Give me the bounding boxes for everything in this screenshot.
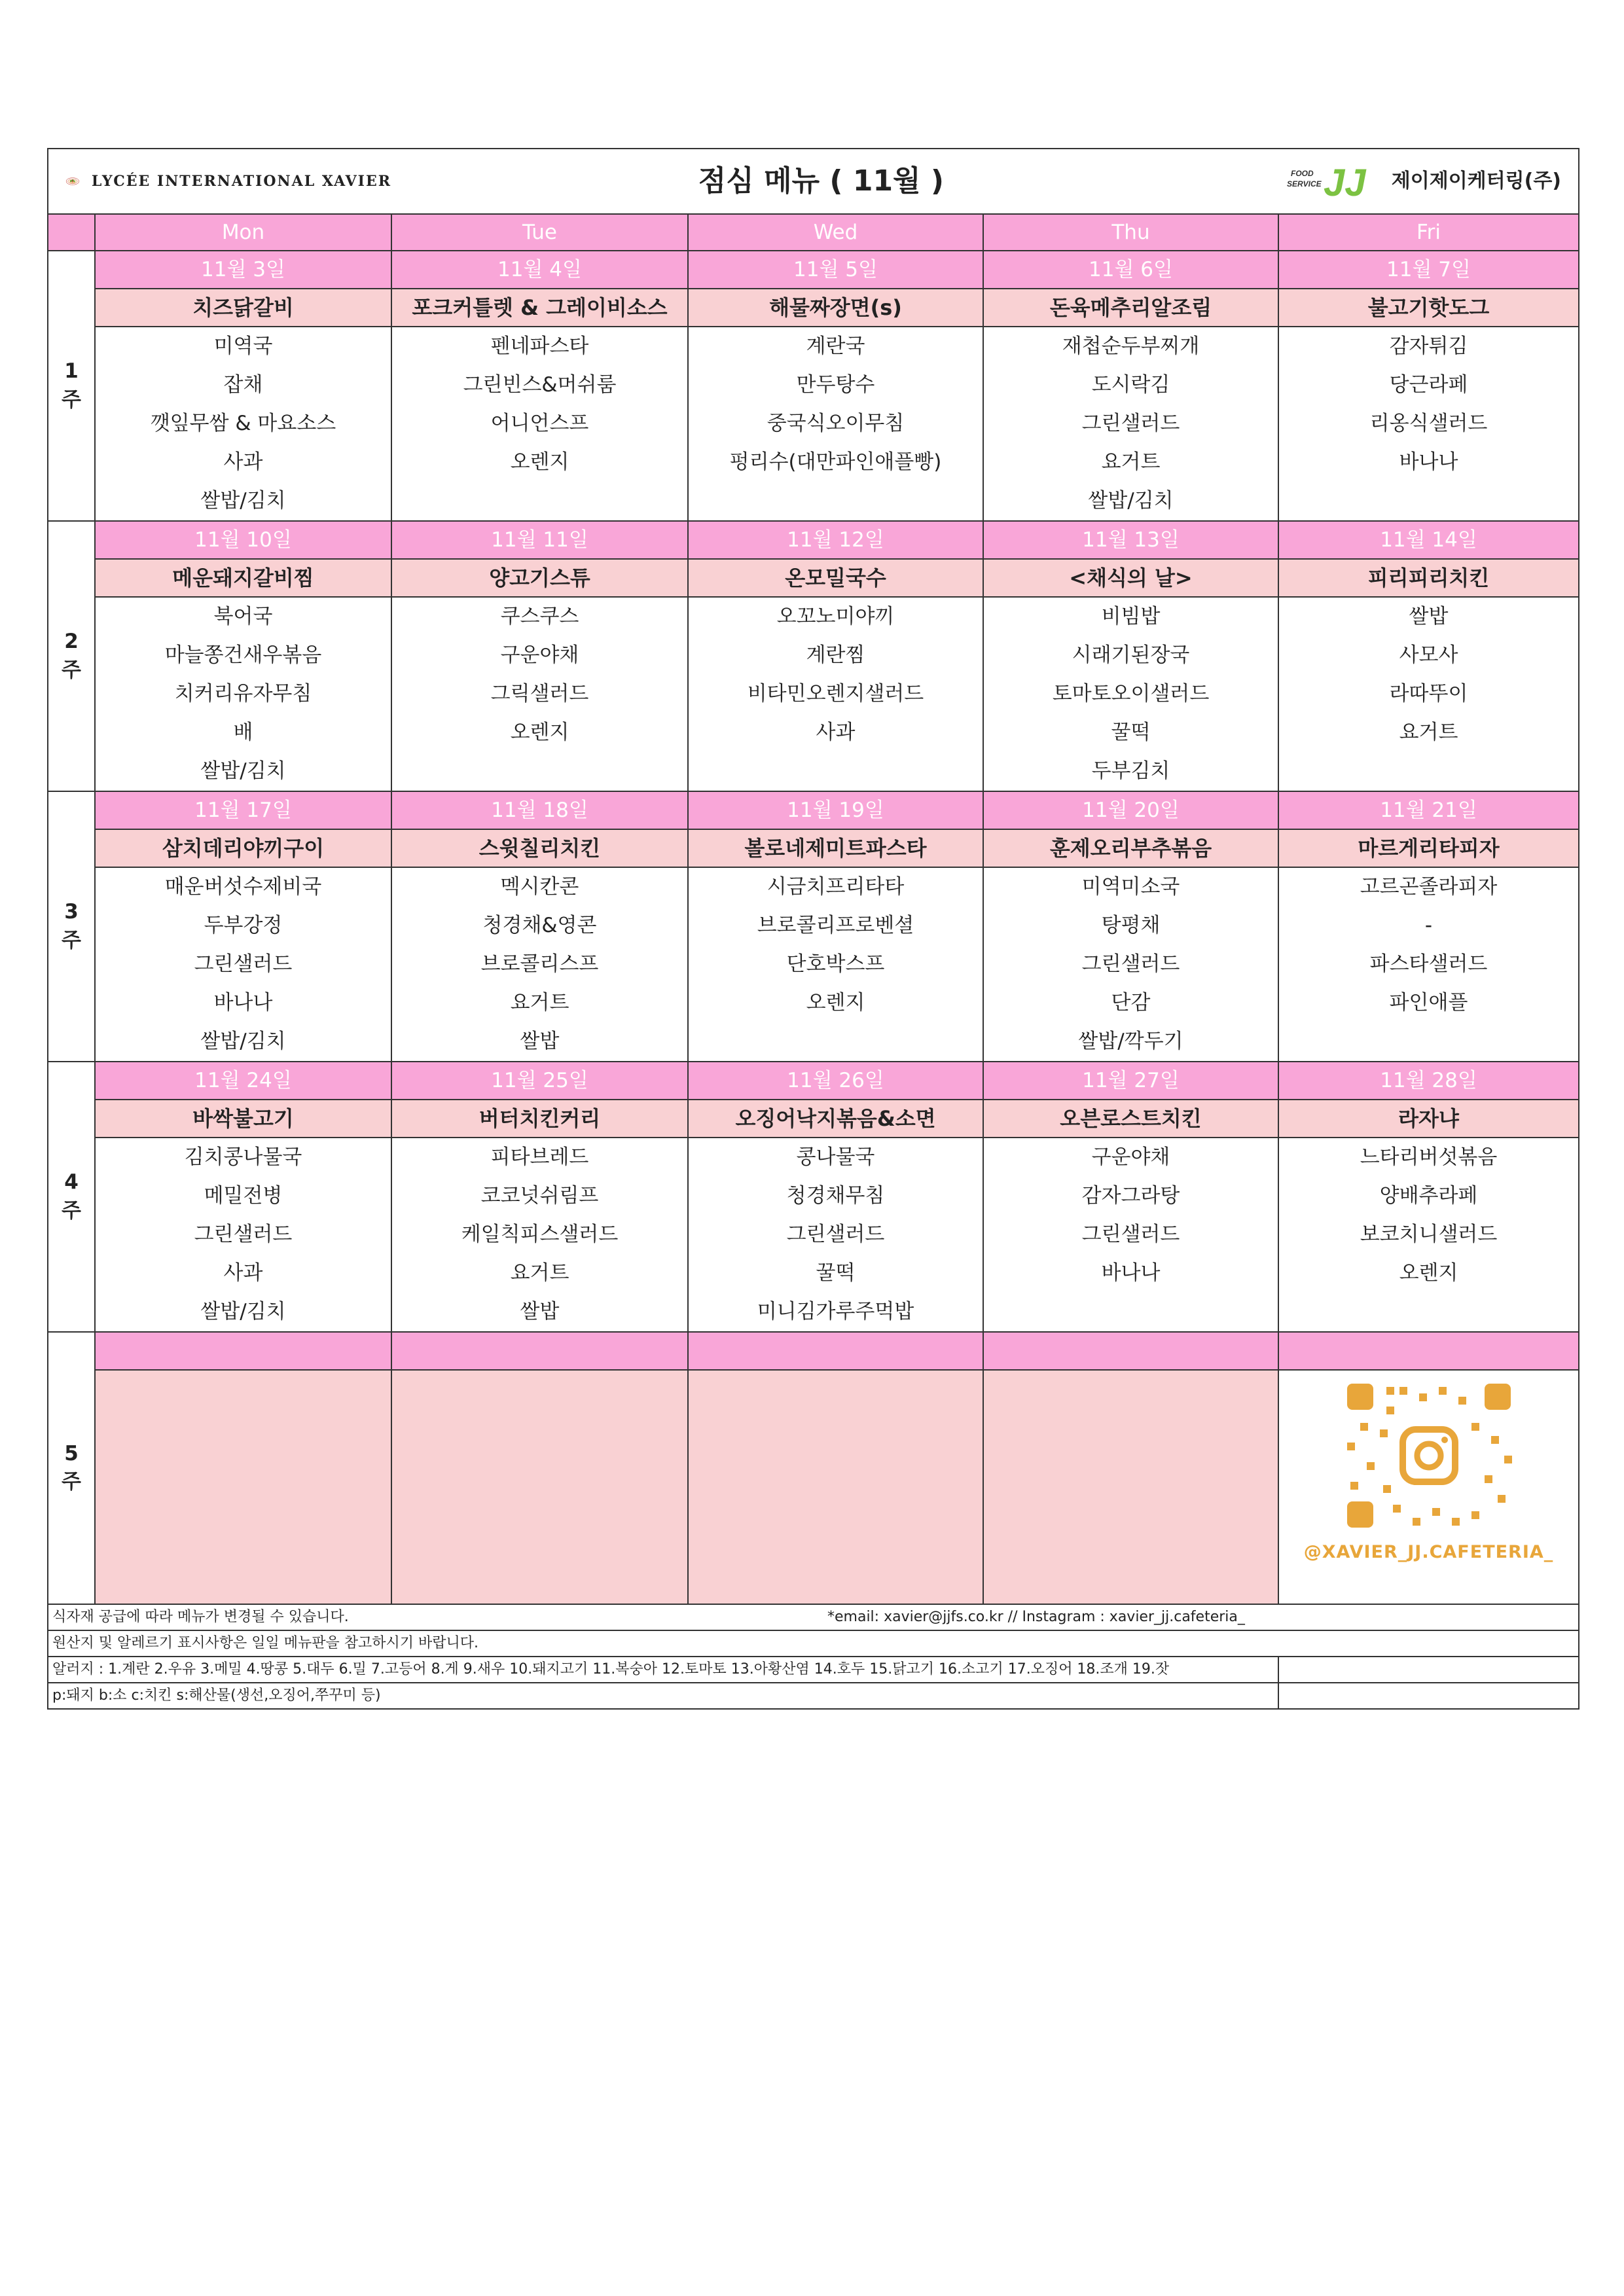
menu-item-row [48, 327, 1579, 366]
menu-item: 그린빈스&머쉬룸 [391, 366, 688, 404]
menu-item: 느타리버섯볶음 [1278, 1138, 1579, 1177]
menu-item: 쌀밥/김치 [95, 1293, 391, 1332]
menu-item: 고르곤졸라피자 [1278, 867, 1579, 906]
day-name: Thu [983, 214, 1278, 251]
week-label-5: 5 주 [48, 1332, 95, 1604]
main-dish: 양고기스튜 [391, 559, 688, 597]
menu-item: 잡채 [95, 366, 391, 404]
main-dish-row [48, 289, 1579, 327]
menu-item: 그릭샐러드 [391, 675, 688, 713]
menu-item: - [1278, 906, 1579, 945]
menu-item: 청경채&영콘 [391, 906, 688, 945]
menu-item: 멕시칸콘 [391, 867, 688, 906]
date-cell [1278, 1332, 1579, 1370]
menu-item: 두부강정 [95, 906, 391, 945]
school-logo-cell [48, 149, 391, 214]
menu-item-row [48, 1177, 1579, 1215]
menu-item: 사과 [95, 443, 391, 482]
menu-item: 재첩순두부찌개 [983, 327, 1278, 366]
main-dish: 라자냐 [1278, 1100, 1579, 1138]
menu-item: 쌀밥 [391, 1293, 688, 1332]
note-row-2 [48, 1630, 1579, 1657]
menu-item: 당근라페 [1278, 366, 1579, 404]
menu-item: 치커리유자무침 [95, 675, 391, 713]
main-dish: 삼치데리야끼구이 [95, 829, 391, 867]
date-cell: 11월 19일 [688, 791, 983, 829]
menu-item: 배 [95, 713, 391, 752]
week-date-row [48, 251, 1579, 289]
instagram-qr-code-icon[interactable] [1321, 1377, 1537, 1534]
menu-item: 리옹식샐러드 [1278, 404, 1579, 443]
menu-item: 탕평채 [983, 906, 1278, 945]
date-cell: 11월 28일 [1278, 1062, 1579, 1100]
allergy-note: 알러지 : 1.계란 2.우유 3.메밀 4.땅콩 5.대두 6.밀 7.고등어 8.게 9.새우 10.돼지고기 11.복숭아 12.토마토 13.아황산염 14.호두 15.닭고기 16.소고기 17.오징어 18.조개 19.잣 [48, 1657, 1278, 1683]
menu-item: 꿀떡 [688, 1254, 983, 1293]
menu-item-row [48, 945, 1579, 984]
date-cell: 11월 14일 [1278, 521, 1579, 559]
jj-catering-logo-icon [1287, 160, 1385, 202]
empty-day-cell [95, 1370, 391, 1604]
date-cell: 11월 26일 [688, 1062, 983, 1100]
date-cell: 11월 27일 [983, 1062, 1278, 1100]
menu-item: 라따뚜이 [1278, 675, 1579, 713]
menu-item: 감자튀김 [1278, 327, 1579, 366]
main-dish: 볼로네제미트파스타 [688, 829, 983, 867]
menu-item: 오렌지 [688, 984, 983, 1022]
empty-day-cell [688, 1370, 983, 1604]
menu-item: 사과 [688, 713, 983, 752]
menu-item [983, 1293, 1278, 1332]
menu-item: 사모사 [1278, 636, 1579, 675]
meat-key-spacer [1278, 1683, 1579, 1709]
menu-item: 마늘쫑건새우볶음 [95, 636, 391, 675]
menu-item: 쌀밥/김치 [95, 1022, 391, 1062]
menu-item: 보코치니샐러드 [1278, 1215, 1579, 1254]
main-dish: 오븐로스트치킨 [983, 1100, 1278, 1138]
menu-item [688, 482, 983, 521]
brand-name: 제이제이케터링(주) [1391, 170, 1562, 192]
menu-item-row [48, 984, 1579, 1022]
note-row-3 [48, 1657, 1579, 1683]
menu-item [1278, 1022, 1579, 1062]
allergy-note-spacer [1278, 1657, 1579, 1683]
instagram-qr-cell[interactable] [1278, 1370, 1579, 1604]
menu-item: 바나나 [983, 1254, 1278, 1293]
date-cell: 11월 3일 [95, 251, 391, 289]
main-dish-row [48, 559, 1579, 597]
date-cell: 11월 20일 [983, 791, 1278, 829]
menu-item: 두부김치 [983, 752, 1278, 791]
date-cell [391, 1332, 688, 1370]
menu-item: 메밀전병 [95, 1177, 391, 1215]
menu-item: 요거트 [391, 1254, 688, 1293]
menu-item-row [48, 752, 1579, 791]
menu-item: 어니언스프 [391, 404, 688, 443]
main-dish: 해물짜장면(s) [688, 289, 983, 327]
menu-item: 그린샐러드 [983, 1215, 1278, 1254]
caterer-brand-cell [983, 149, 1579, 214]
menu-item: 시래기된장국 [983, 636, 1278, 675]
note-cell [48, 1604, 1579, 1630]
week-date-row [48, 791, 1579, 829]
menu-item: 미역국 [95, 327, 391, 366]
menu-item: 펑리수(대만파인애플빵) [688, 443, 983, 482]
menu-table [47, 148, 1579, 1710]
menu-item [688, 1022, 983, 1062]
main-dish: 마르게리타피자 [1278, 829, 1579, 867]
brand-small-food: FOOD [1290, 169, 1314, 178]
menu-item: 시금치프리타타 [688, 867, 983, 906]
date-cell: 11월 5일 [688, 251, 983, 289]
main-dish: 불고기핫도그 [1278, 289, 1579, 327]
menu-item: 오렌지 [391, 443, 688, 482]
date-cell: 11월 11일 [391, 521, 688, 559]
date-cell: 11월 18일 [391, 791, 688, 829]
menu-item [1278, 1293, 1579, 1332]
menu-item-row [48, 404, 1579, 443]
week5-body-row [48, 1370, 1579, 1604]
date-cell [688, 1332, 983, 1370]
origin-note: 원산지 및 알레르기 표시사항은 일일 메뉴판을 참고하시기 바랍니다. [48, 1630, 1579, 1657]
note-row-1 [48, 1604, 1579, 1630]
date-cell: 11월 6일 [983, 251, 1278, 289]
menu-item-row [48, 713, 1579, 752]
menu-item: 바나나 [95, 984, 391, 1022]
date-cell: 11월 12일 [688, 521, 983, 559]
brand-small-service: SERVICE [1286, 179, 1322, 188]
main-dish: 스윗칠리치킨 [391, 829, 688, 867]
menu-item: 쌀밥/김치 [95, 752, 391, 791]
menu-sheet [47, 148, 1578, 1710]
menu-item [1278, 752, 1579, 791]
menu-item: 토마토오이샐러드 [983, 675, 1278, 713]
main-dish: 피리피리치킨 [1278, 559, 1579, 597]
menu-change-note: 식자재 공급에 따라 메뉴가 변경될 수 있습니다. [52, 1609, 349, 1625]
corner-cell [48, 214, 95, 251]
main-dish: 치즈닭갈비 [95, 289, 391, 327]
menu-item: 매운버섯수제비국 [95, 867, 391, 906]
menu-item [688, 752, 983, 791]
menu-item: 파인애플 [1278, 984, 1579, 1022]
menu-item: 비타민오렌지샐러드 [688, 675, 983, 713]
instagram-handle[interactable]: @XAVIER_JJ.CAFETERIA_ [1303, 1542, 1554, 1562]
school-name: LYCÉE INTERNATIONAL XAVIER [91, 173, 391, 190]
menu-item: 도시락김 [983, 366, 1278, 404]
menu-item: 그린샐러드 [983, 945, 1278, 984]
menu-item-row [48, 867, 1579, 906]
menu-item: 요거트 [391, 984, 688, 1022]
main-dish: 메운돼지갈비찜 [95, 559, 391, 597]
menu-item: 양배추라페 [1278, 1177, 1579, 1215]
menu-item: 요거트 [983, 443, 1278, 482]
school-crest-icon [65, 158, 80, 205]
menu-item: 오꼬노미야끼 [688, 597, 983, 636]
empty-day-cell [391, 1370, 688, 1604]
header-row [48, 149, 1579, 214]
menu-item: 만두탕수 [688, 366, 983, 404]
date-cell [95, 1332, 391, 1370]
main-dish: <채식의 날> [983, 559, 1278, 597]
menu-item-row [48, 366, 1579, 404]
menu-item-row [48, 1293, 1579, 1332]
week-label: 1 주 [48, 251, 95, 521]
menu-item: 오렌지 [391, 713, 688, 752]
menu-item: 콩나물국 [688, 1138, 983, 1177]
week-date-row [48, 521, 1579, 559]
meat-key-note: p:돼지 b:소 c:치킨 s:해산물(생선,오징어,쭈꾸미 등) [48, 1683, 1278, 1709]
menu-item: 미니김가루주먹밥 [688, 1293, 983, 1332]
menu-item: 그린샐러드 [95, 1215, 391, 1254]
date-cell: 11월 25일 [391, 1062, 688, 1100]
menu-item: 요거트 [1278, 713, 1579, 752]
date-cell: 11월 13일 [983, 521, 1278, 559]
date-cell: 11월 10일 [95, 521, 391, 559]
menu-item: 사과 [95, 1254, 391, 1293]
menu-item-row [48, 675, 1579, 713]
menu-item: 감자그라탕 [983, 1177, 1278, 1215]
menu-item: 계란국 [688, 327, 983, 366]
menu-item: 단호박스프 [688, 945, 983, 984]
menu-item: 구운야채 [391, 636, 688, 675]
week-date-row [48, 1062, 1579, 1100]
menu-item: 오렌지 [1278, 1254, 1579, 1293]
empty-day-cell [983, 1370, 1278, 1604]
menu-item-row [48, 443, 1579, 482]
menu-item: 펜네파스타 [391, 327, 688, 366]
main-dish: 버터치킨커리 [391, 1100, 688, 1138]
menu-item-row [48, 482, 1579, 521]
main-dish: 오징어낙지볶음&소면 [688, 1100, 983, 1138]
week-label: 2 주 [48, 521, 95, 791]
menu-item: 쿠스쿠스 [391, 597, 688, 636]
main-dish-row [48, 829, 1579, 867]
date-cell: 11월 24일 [95, 1062, 391, 1100]
menu-item: 쌀밥/깍두기 [983, 1022, 1278, 1062]
week-label: 4 주 [48, 1062, 95, 1332]
week5-date-row [48, 1332, 1579, 1370]
date-cell [983, 1332, 1278, 1370]
day-name: Wed [688, 214, 983, 251]
menu-item: 꿀떡 [983, 713, 1278, 752]
menu-item: 그린샐러드 [688, 1215, 983, 1254]
menu-item: 중국식오이무침 [688, 404, 983, 443]
date-cell: 11월 17일 [95, 791, 391, 829]
menu-item: 케일칙피스샐러드 [391, 1215, 688, 1254]
menu-item: 계란찜 [688, 636, 983, 675]
week-label: 3 주 [48, 791, 95, 1062]
brand-mark: JJ [1323, 162, 1366, 202]
menu-item: 쌀밥 [1278, 597, 1579, 636]
menu-item-row [48, 906, 1579, 945]
menu-item: 그린샐러드 [983, 404, 1278, 443]
menu-item: 김치콩나물국 [95, 1138, 391, 1177]
menu-item: 쌀밥/김치 [983, 482, 1278, 521]
menu-item: 피타브레드 [391, 1138, 688, 1177]
menu-item [391, 752, 688, 791]
menu-item-row [48, 597, 1579, 636]
date-cell: 11월 4일 [391, 251, 688, 289]
menu-item [391, 482, 688, 521]
menu-item: 단감 [983, 984, 1278, 1022]
menu-item: 북어국 [95, 597, 391, 636]
main-dish: 돈육메추리알조림 [983, 289, 1278, 327]
menu-item: 청경채무침 [688, 1177, 983, 1215]
date-cell: 11월 21일 [1278, 791, 1579, 829]
date-cell: 11월 7일 [1278, 251, 1579, 289]
menu-item: 파스타샐러드 [1278, 945, 1579, 984]
menu-item: 브로콜리프로벤셜 [688, 906, 983, 945]
menu-item: 깻잎무쌈 & 마요소스 [95, 404, 391, 443]
day-name: Fri [1278, 214, 1579, 251]
menu-item [1278, 482, 1579, 521]
menu-item-row [48, 1215, 1579, 1254]
menu-item: 구운야채 [983, 1138, 1278, 1177]
menu-item: 비빔밥 [983, 597, 1278, 636]
menu-item: 그린샐러드 [95, 945, 391, 984]
menu-item: 쌀밥/김치 [95, 482, 391, 521]
note-row-4 [48, 1683, 1579, 1709]
page-title: 점심 메뉴 ( 11월 ) [391, 149, 983, 214]
main-dish-row [48, 1100, 1579, 1138]
menu-item-row [48, 1254, 1579, 1293]
day-name-row [48, 214, 1579, 251]
day-name: Mon [95, 214, 391, 251]
menu-item-row [48, 1138, 1579, 1177]
day-name: Tue [391, 214, 688, 251]
main-dish: 훈제오리부추볶음 [983, 829, 1278, 867]
menu-item: 브로콜리스프 [391, 945, 688, 984]
contact-info[interactable]: *email: xavier@jjfs.co.kr // Instagram : xavier_jj.cafeteria_ [827, 1609, 1245, 1625]
menu-item-row [48, 1022, 1579, 1062]
main-dish: 온모밀국수 [688, 559, 983, 597]
menu-item: 쌀밥 [391, 1022, 688, 1062]
menu-item-row [48, 636, 1579, 675]
main-dish: 바싹불고기 [95, 1100, 391, 1138]
menu-item: 미역미소국 [983, 867, 1278, 906]
main-dish: 포크커틀렛 & 그레이비소스 [391, 289, 688, 327]
menu-item: 코코넛쉬림프 [391, 1177, 688, 1215]
menu-item: 바나나 [1278, 443, 1579, 482]
